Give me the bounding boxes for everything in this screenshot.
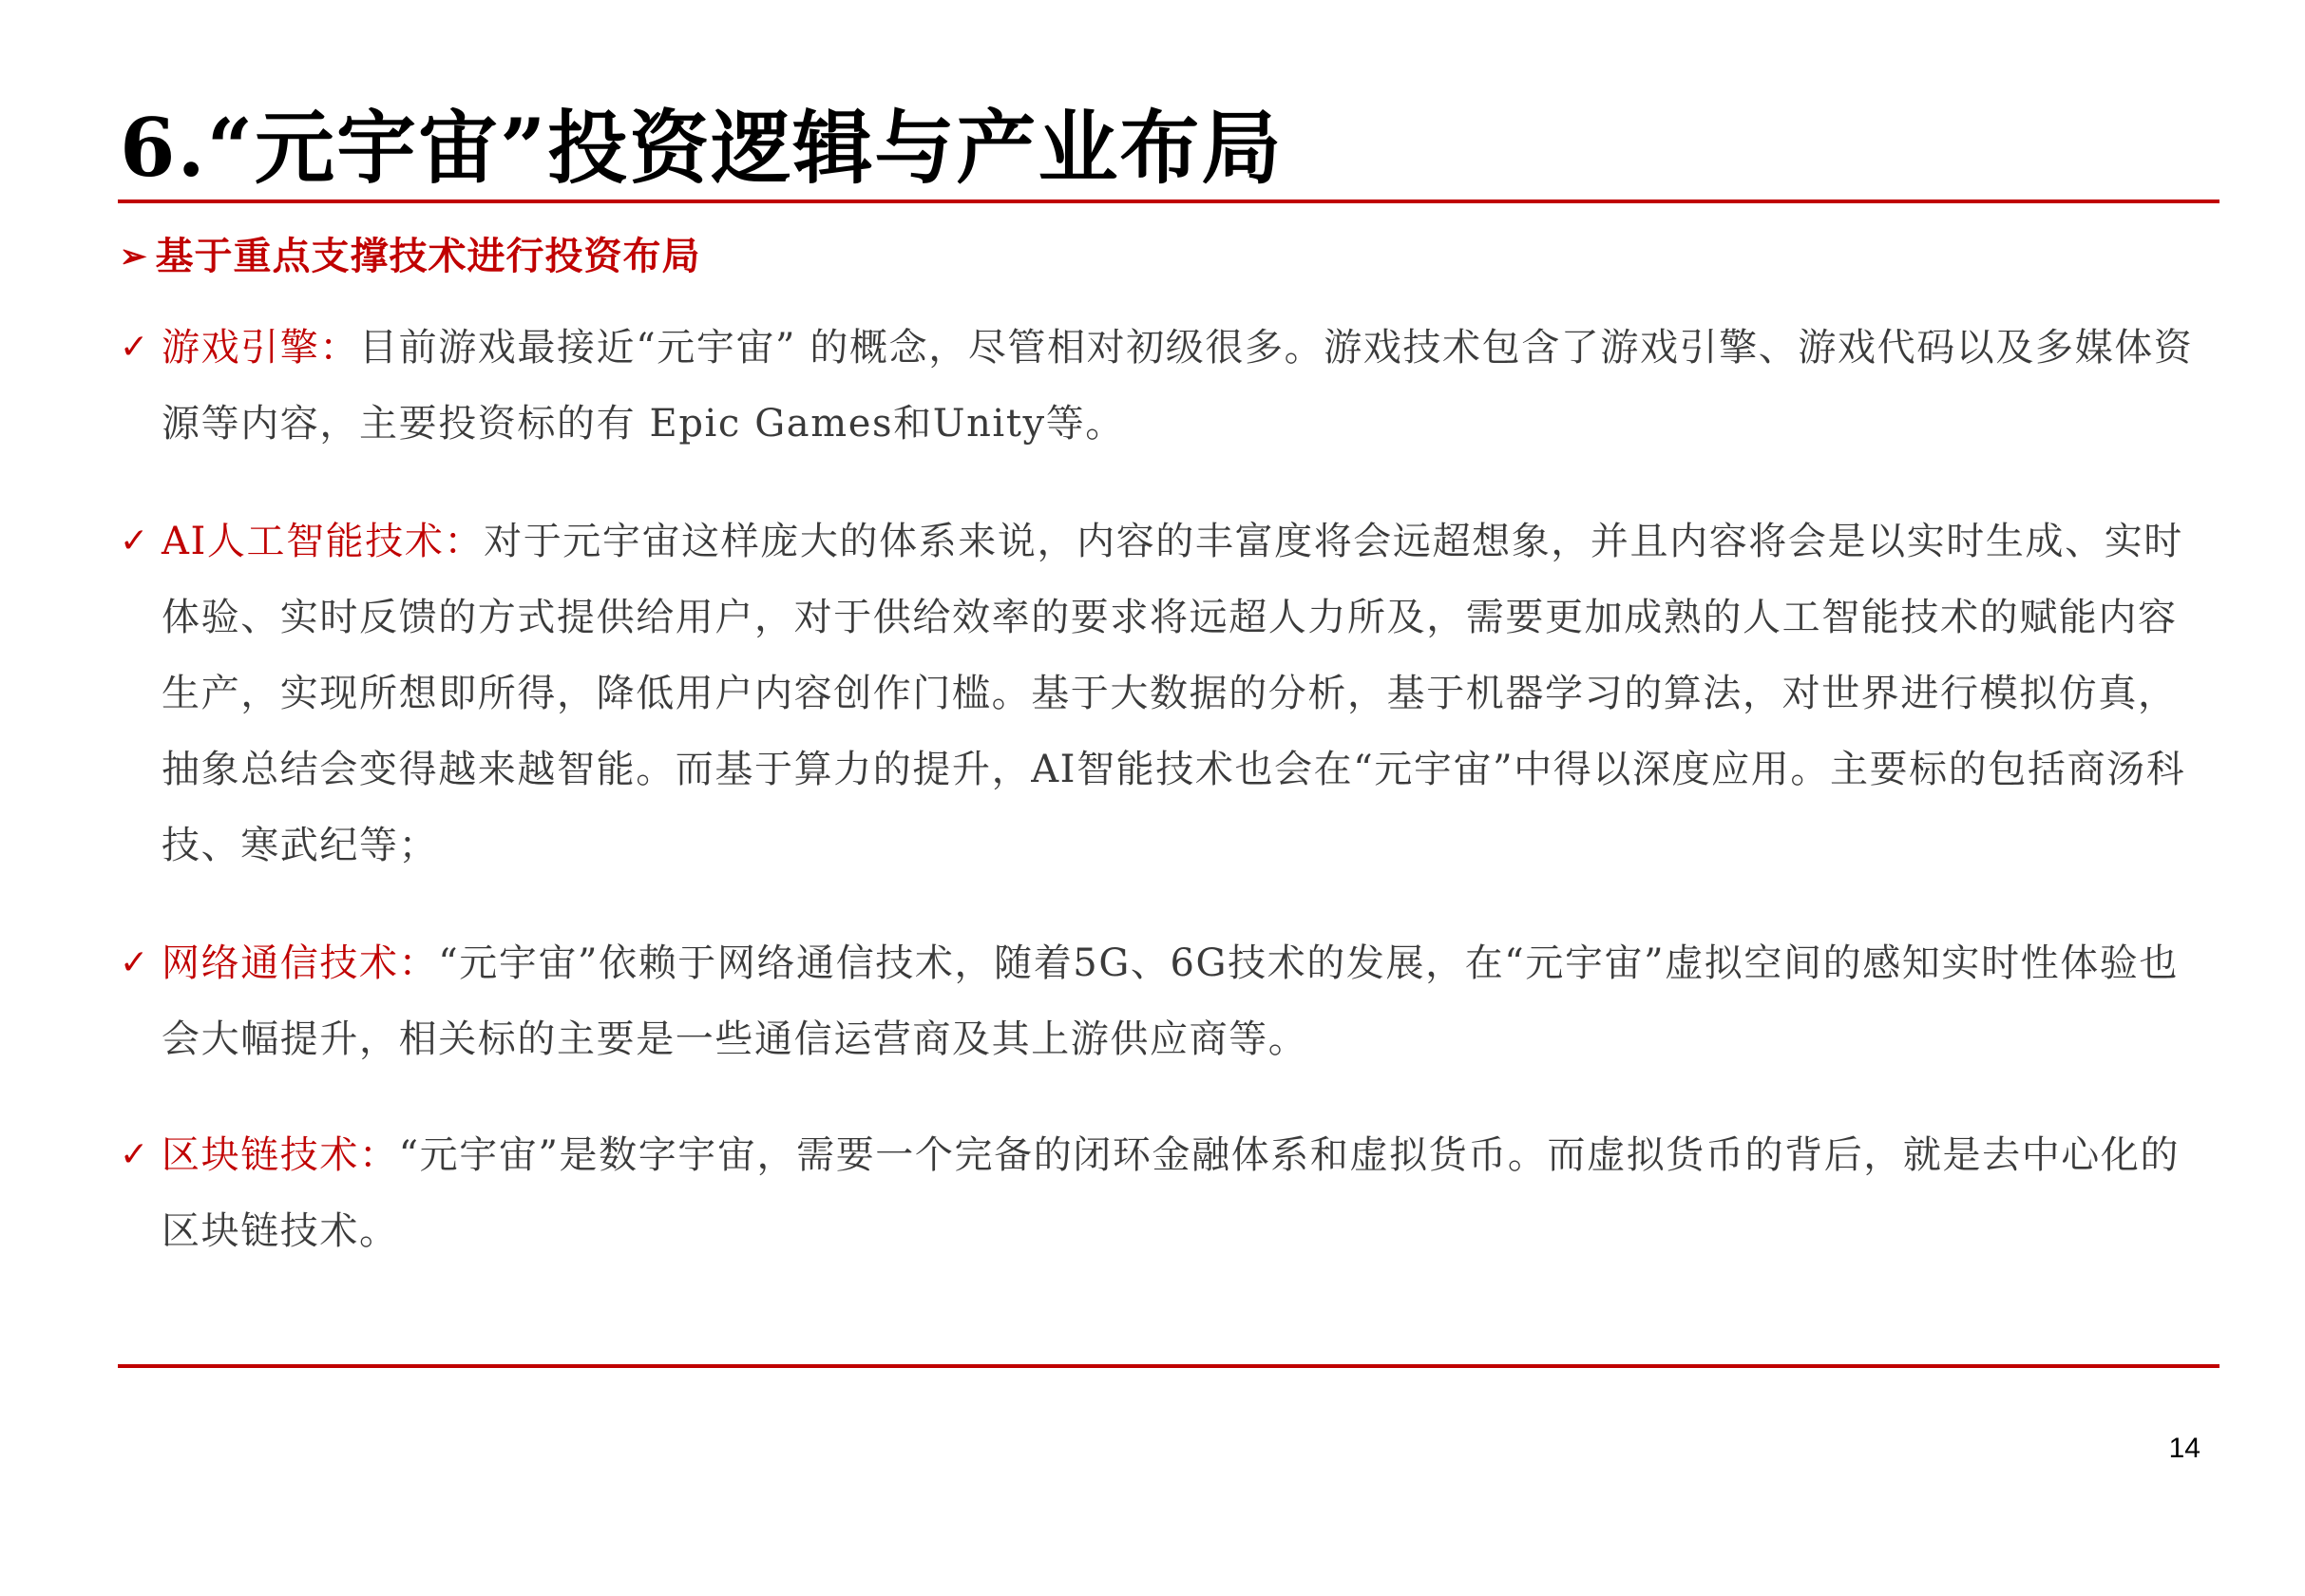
list-item-paragraph	[162, 504, 2215, 884]
subheading-text: 基于重点支撑技术进行投资布局	[155, 234, 701, 278]
list-item-paragraph	[162, 925, 2215, 1077]
list-item-ai	[120, 504, 2215, 884]
page-number: 14	[2168, 1433, 2200, 1464]
list-item-paragraph	[162, 1117, 2215, 1269]
checkmark-icon: ✓	[120, 522, 149, 560]
list-item-network	[120, 925, 2215, 1077]
list-item-label: 区块链技术：	[162, 1133, 399, 1177]
list-item-label: 网络通信技术：	[162, 941, 439, 985]
list-item-game-engine	[120, 310, 2215, 462]
list-item-label: AI人工智能技术：	[162, 520, 485, 563]
arrow-bullet-icon: ➢	[120, 238, 148, 276]
list-item-text: “元宇宙”是数字宇宙，需要一个完备的闭环金融体系和虚拟货币。而虚拟货币的背后，就是去中心化的区块链技术。	[162, 1133, 2181, 1253]
footer-divider	[118, 1364, 2219, 1368]
list-item-text: “元宇宙”依赖于网络通信技术，随着5G、6G技术的发展，在“元宇宙”虚拟空间的感知实时性体验也会大幅提升，相关标的主要是一些通信运营商及其上游供应商等。	[162, 941, 2180, 1061]
list-item-paragraph	[162, 310, 2215, 462]
list-item-text: 对于元宇宙这样庞大的体系来说，内容的丰富度将会远超想象，并且内容将会是以实时生成、实时体验、实时反馈的方式提供给用户，对于供给效率的要求将远超人力所及，需要更加成熟的人工智能技术的赋能内容生产，实现所想即所得，降低用户内容创作门槛。基于大数据的分析，基于机器学习的算法，对世界进行模拟仿真，抽象总结会变得越来越智能。而基于算力的提升，AI智能技术也会在“元宇宙”中得以深度应用。主要标的包括商汤科技、寒武纪等；	[162, 520, 2186, 867]
list-item-label: 游戏引擎：	[162, 326, 359, 370]
title-divider	[118, 200, 2219, 203]
page-title: 6.“元宇宙”投资逻辑与产业布局	[120, 101, 1284, 195]
list-item-blockchain	[120, 1117, 2215, 1269]
list-item-text: 目前游戏最接近“元宇宙” 的概念，尽管相对初级很多。游戏技术包含了游戏引擎、游戏代码以及多媒体资源等内容，主要投资标的有 Epic Games和Unity等。	[162, 326, 2194, 446]
checkmark-icon: ✓	[120, 328, 149, 367]
checkmark-icon: ✓	[120, 1135, 149, 1174]
section-subheading	[120, 228, 701, 285]
checkmark-icon: ✓	[120, 943, 149, 982]
